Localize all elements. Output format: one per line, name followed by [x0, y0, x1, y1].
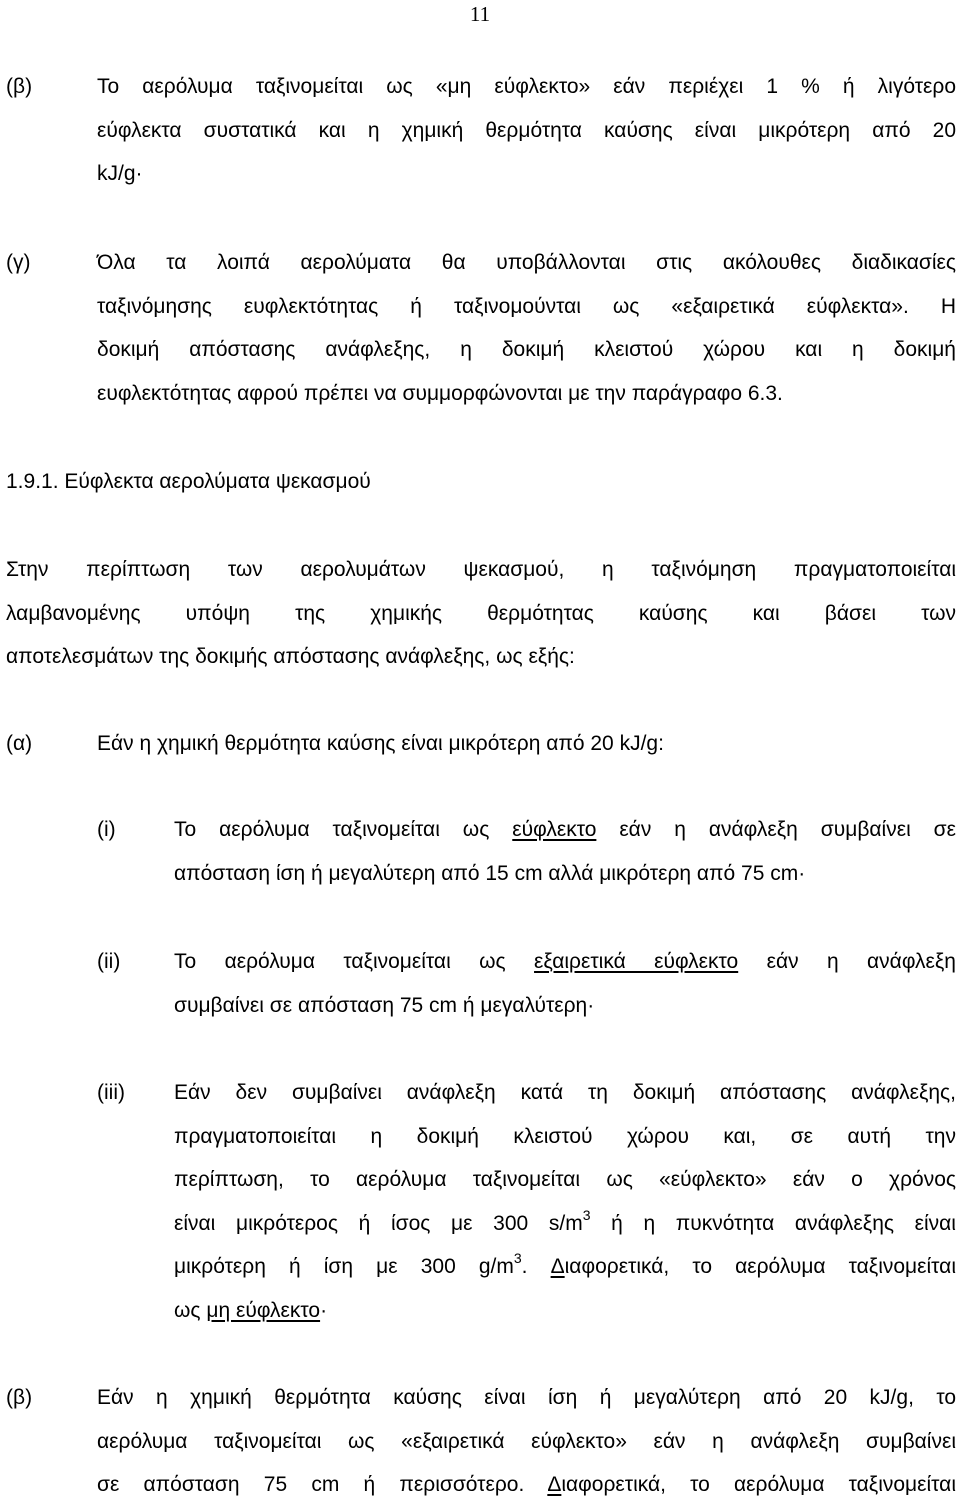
text-line: ευφλεκτότητας αφρού πρέπει να συμμορφώνονται με την παράγραφο 6.3.	[97, 381, 783, 405]
sub-marker: (iii)	[97, 1081, 125, 1104]
case-b	[0, 1376, 960, 1499]
clause-c	[0, 241, 960, 421]
text-line: περίπτωση, το αερόλυμα ταξινομείται ως «εύφλεκτο» εάν ο χρόνος	[174, 1168, 956, 1191]
underlined-term: εύφλεκτο	[512, 818, 597, 841]
clause-marker: (β)	[6, 1386, 33, 1409]
text-line: Το αερόλυμα ταξινομείται ως «μη εύφλεκτο» εάν περιέχει 1 % ή λιγότερο	[97, 75, 956, 98]
case-a	[0, 722, 960, 766]
superscript: 3	[513, 1250, 522, 1266]
clause-marker: (β)	[6, 75, 33, 98]
clause-b-top	[0, 65, 960, 205]
clause-text	[97, 1376, 956, 1507]
sub-marker: (ii)	[97, 950, 121, 973]
text-line: απόσταση ίση ή μεγαλύτερη από 15 cm αλλά μικρότερη από 75 cm·	[174, 861, 806, 885]
text-line: Το αερόλυμα ταξινομείται ως εξαιρετικά εύφλεκτο εάν η ανάφλεξη	[174, 950, 956, 973]
text-line: Το αερόλυμα ταξινομείται ως εύφλεκτο εάν η ανάφλεξη συμβαίνει σε	[174, 818, 956, 841]
text-line: συμβαίνει σε απόσταση 75 cm ή μεγαλύτερη·	[174, 993, 595, 1017]
intro-paragraph	[6, 548, 956, 679]
text-line: αερόλυμα ταξινομείται ως «εξαιρετικά εύφλεκτο» εάν η ανάφλεξη συμβαίνει	[97, 1429, 956, 1453]
text-line: ταξινόμησης ευφλεκτότητας ή ταξινομούνται ως «εξαιρετικά εύφλεκτα». Η	[97, 294, 956, 318]
text-line: είναι μικρότερος ή ίσος με 300 $s/m^3$ ή η πυκνότητα ανάφλεξης είναι	[174, 1206, 956, 1235]
underlined-term: μη εύφλεκτο	[206, 1298, 321, 1322]
text-line: Εάν η χημική θερμότητα καύσης είναι ίση ή μεγαλύτερη από 20 kJ/g, το	[97, 1386, 956, 1409]
page-number: 11	[469, 2, 491, 26]
clause-text	[97, 65, 956, 196]
text-line: Εάν δεν συμβαίνει ανάφλεξη κατά τη δοκιμή απόστασης ανάφλεξης,	[174, 1081, 956, 1104]
section-heading: 1.9.1. Εύφλεκτα αερολύματα ψεκασμού	[6, 470, 371, 493]
sub-text	[174, 808, 956, 895]
underlined-term: εξαιρετικά εύφλεκτο	[534, 950, 739, 973]
underlined-term: Δ	[547, 1473, 562, 1496]
sub-item-i	[0, 808, 960, 898]
clause-text: Εάν η χημική θερμότητα καύσης είναι μικρότερη από 20 kJ/g:	[97, 732, 664, 755]
text-line: kJ/g·	[97, 162, 143, 185]
sub-item-iii	[0, 1071, 960, 1341]
text-line: λαμβανομένης υπόψη της χημικής θερμότητας καύσης και βάσει των	[6, 601, 956, 625]
text-line: πραγματοποιείται η δοκιμή κλειστού χώρου και, σε αυτή την	[174, 1124, 956, 1148]
superscript: 3	[582, 1206, 591, 1223]
text-line: αποτελεσμάτων της δοκιμής απόστασης ανάφλεξης, ως εξής:	[6, 645, 575, 668]
sub-item-ii	[0, 940, 960, 1030]
underlined-term: Δ	[550, 1255, 565, 1278]
text-line: Όλα τα λοιπά αερολύματα θα υποβάλλονται στις ακόλουθες διαδικασίες	[97, 251, 956, 274]
text-line: δοκιμή απόστασης ανάφλεξης, η δοκιμή κλειστού χώρου και η δοκιμή	[97, 338, 956, 361]
clause-text	[97, 241, 956, 415]
text-line: σε απόσταση 75 cm ή περισσότερο. Διαφορετικά, το αερόλυμα ταξινομείται	[97, 1473, 956, 1496]
text-line: μικρότερη ή ίση με 300 $g/m^3$. Διαφορετικά, το αερόλυμα ταξινομείται	[174, 1250, 956, 1278]
clause-marker: (α)	[6, 732, 33, 755]
sub-text	[174, 1071, 956, 1332]
clause-marker: (γ)	[6, 251, 31, 274]
sub-text	[174, 940, 956, 1027]
sub-marker: (i)	[97, 818, 116, 841]
text-line: εύφλεκτα συστατικά και η χημική θερμότητα καύσης είναι μικρότερη από 20	[97, 118, 956, 142]
text-line: Στην περίπτωση των αερολυμάτων ψεκασμού, η ταξινόμηση πραγματοποιείται	[6, 558, 956, 581]
text-line: ως μη εύφλεκτο·	[174, 1298, 328, 1322]
